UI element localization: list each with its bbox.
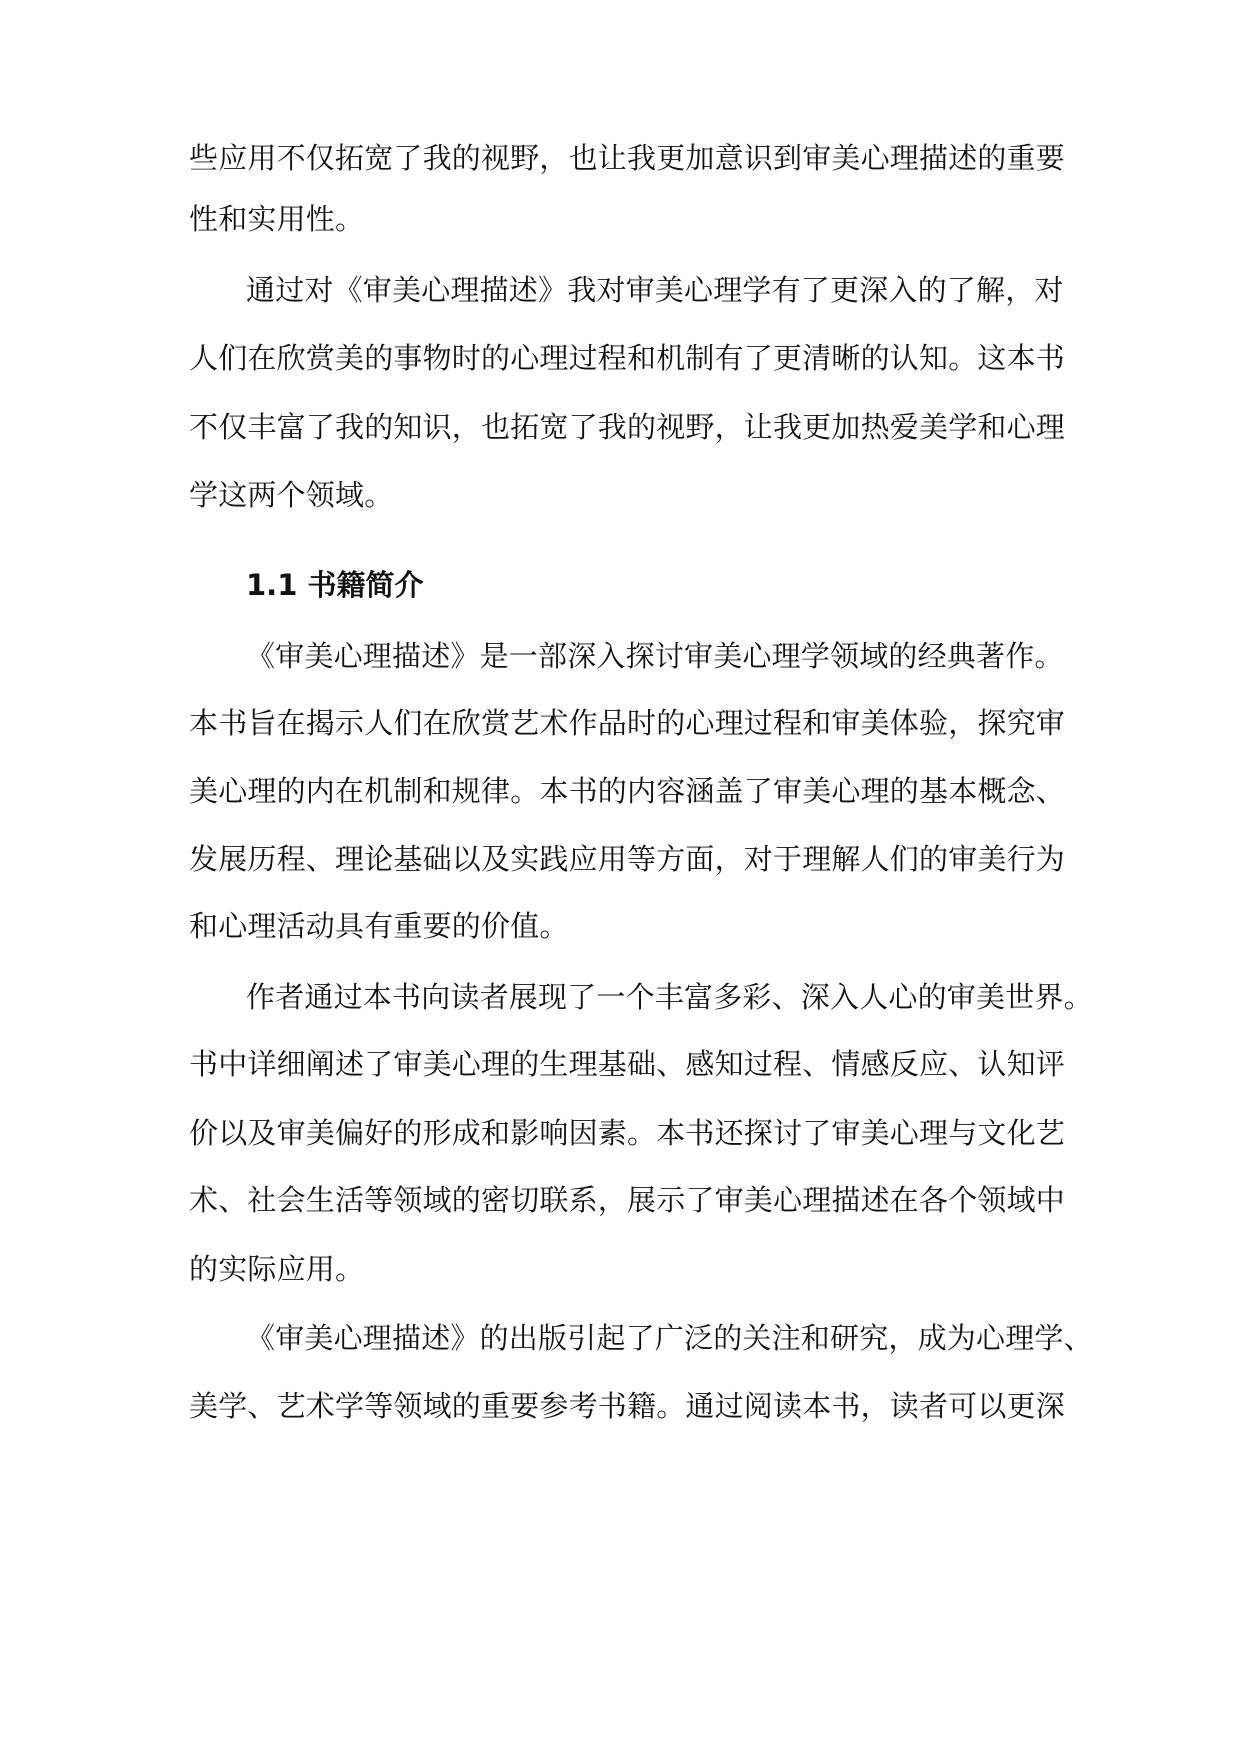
paragraph-line: 作者通过本书向读者展现了一个丰富多彩、深入人心的审美世界。: [246, 980, 1093, 1014]
paragraph-line: 美学、艺术学等领域的重要参考书籍。通过阅读本书，读者可以更深: [189, 1389, 1066, 1423]
paragraph-line: 本书旨在揭示人们在欣赏艺术作品时的心理过程和审美体验，探究审: [189, 706, 1066, 740]
paragraph-line: 性和实用性。: [189, 202, 365, 236]
paragraph-line: 人们在欣赏美的事物时的心理过程和机制有了更清晰的认知。这本书: [189, 341, 1066, 375]
paragraph-line: 美心理的内在机制和规律。本书的内容涵盖了审美心理的基本概念、: [189, 774, 1066, 808]
paragraph-line: 书中详细阐述了审美心理的生理基础、感知过程、情感反应、认知评: [189, 1047, 1066, 1081]
paragraph-line: 价以及审美偏好的形成和影响因素。本书还探讨了审美心理与文化艺: [189, 1116, 1066, 1150]
paragraph-line: 和心理活动具有重要的价值。: [189, 909, 569, 943]
section-heading: 1.1 书籍简介: [246, 568, 424, 602]
paragraph-line: 发展历程、理论基础以及实践应用等方面，对于理解人们的审美行为: [189, 842, 1066, 876]
paragraph-line: 不仅丰富了我的知识，也拓宽了我的视野，让我更加热爱美学和心理: [189, 410, 1066, 444]
paragraph-line: 术、社会生活等领域的密切联系，展示了审美心理描述在各个领域中: [189, 1183, 1066, 1217]
paragraph-line: 些应用不仅拓宽了我的视野，也让我更加意识到审美心理描述的重要: [189, 141, 1066, 175]
paragraph-line: 通过对《审美心理描述》我对审美心理学有了更深入的了解，对: [246, 273, 1064, 307]
paragraph-line: 《审美心理描述》的出版引起了广泛的关注和研究，成为心理学、: [246, 1321, 1093, 1355]
paragraph-line: 《审美心理描述》是一部深入探讨审美心理学领域的经典著作。: [246, 639, 1064, 673]
paragraph-line: 的实际应用。: [189, 1252, 365, 1286]
paragraph-line: 学这两个领域。: [189, 478, 394, 512]
